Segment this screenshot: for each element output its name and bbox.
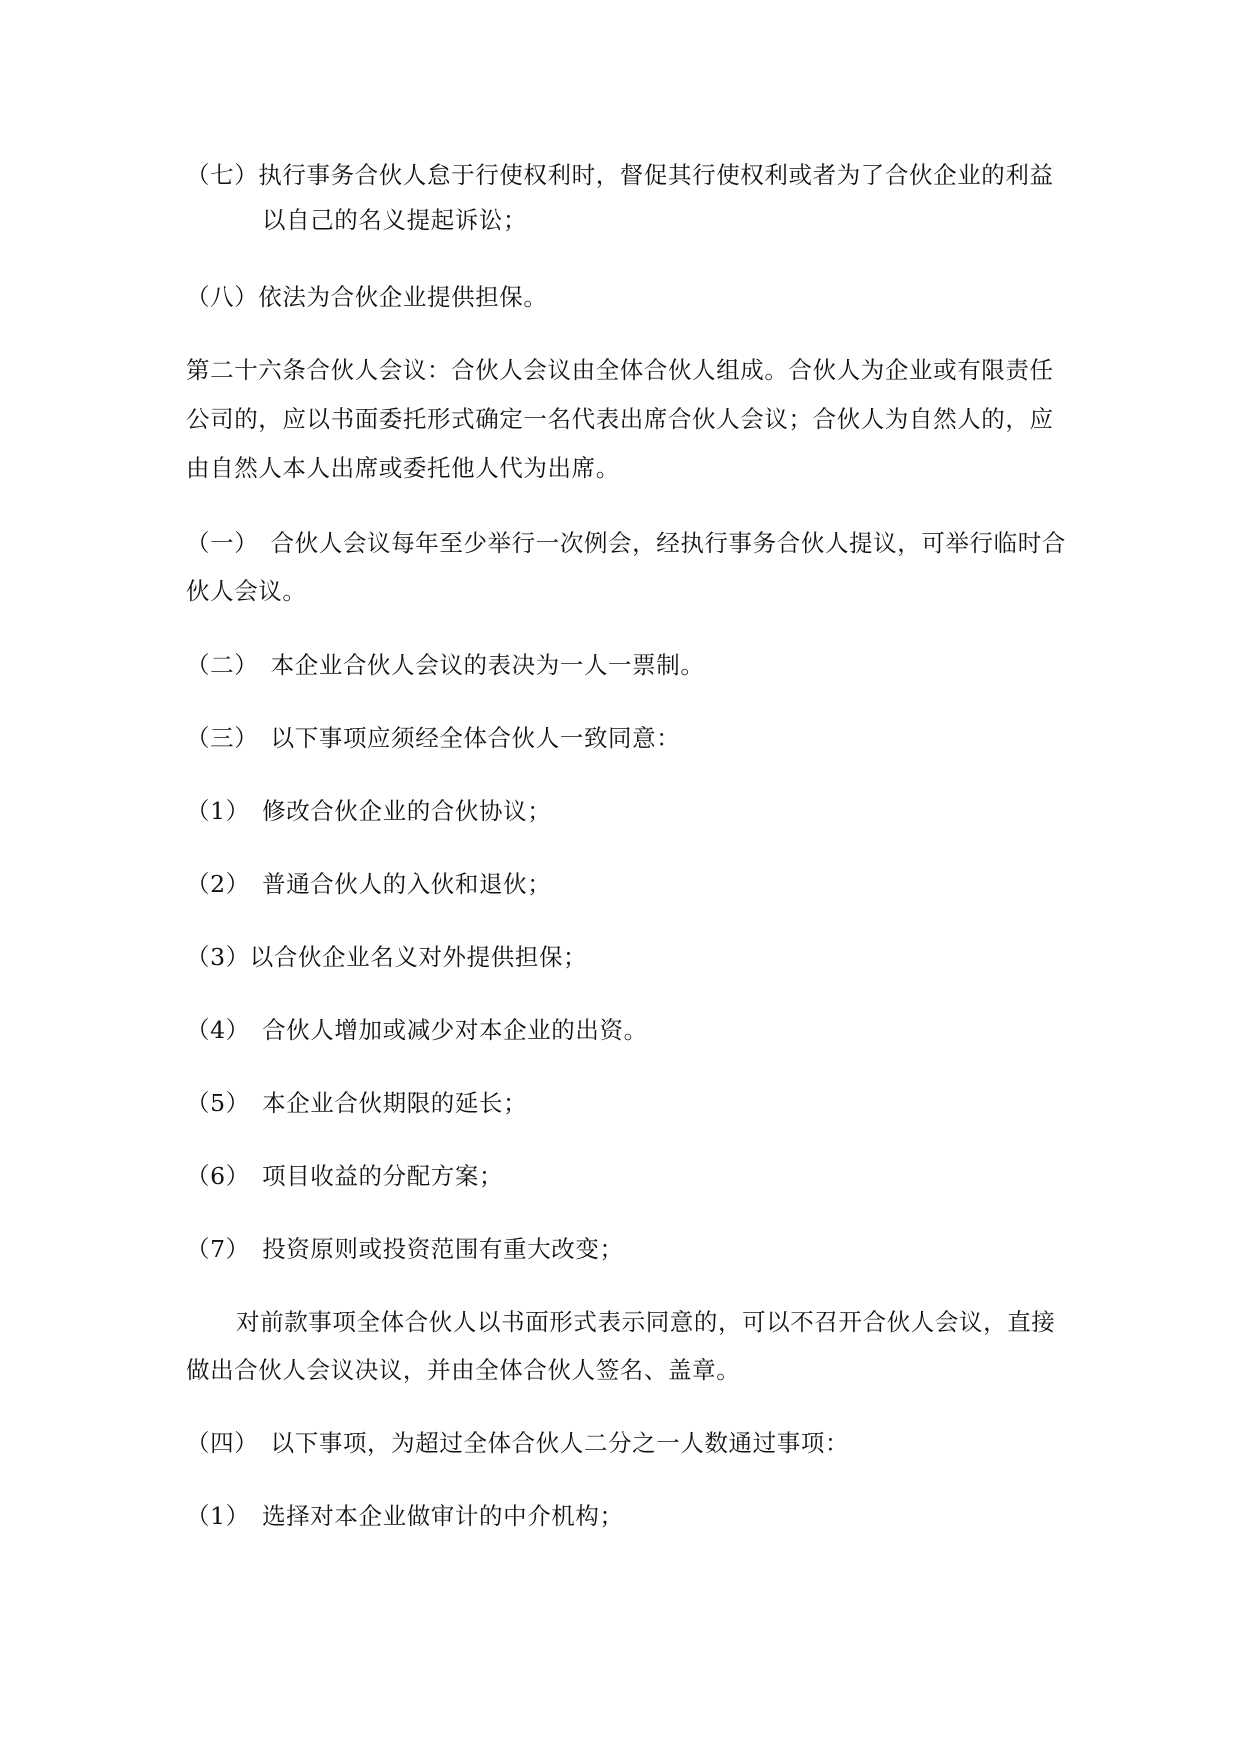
clause-7-line-2: 以自己的名义提起诉讼； (262, 206, 528, 234)
list-item-1: （1） 修改合伙企业的合伙协议； (186, 797, 552, 825)
list-item-6: （6） 项目收益的分配方案； (186, 1162, 504, 1190)
list-item-3: （3）以合伙企业名义对外提供担保； (186, 943, 588, 971)
section-2: （二） 本企业合伙人会议的表决为一人一票制。 (186, 651, 705, 679)
list-item-2: （2） 普通合伙人的入伙和退伙； (186, 870, 552, 898)
section-1-line-2: 伙人会议。 (186, 577, 307, 605)
clause-8: （八）依法为合伙企业提供担保。 (186, 283, 548, 311)
section-1-line-1: （一） 合伙人会议每年至少举行一次例会，经执行事务合伙人提议，可举行临时合 (186, 529, 1066, 557)
clause-7-line-1: （七）执行事务合伙人怠于行使权利时，督促其行使权利或者为了合伙企业的利益 (186, 161, 1054, 189)
list-item-5: （5） 本企业合伙期限的延长； (186, 1089, 528, 1117)
section-3: （三） 以下事项应须经全体合伙人一致同意： (186, 724, 681, 752)
article-26-line-2: 公司的，应以书面委托形式确定一名代表出席合伙人会议；合伙人为自然人的，应 (186, 405, 1054, 433)
article-26-line-1: 第二十六条合伙人会议：合伙人会议由全体合伙人组成。合伙人为企业或有限责任 (186, 356, 1054, 384)
section-4: （四） 以下事项，为超过全体合伙人二分之一人数通过事项： (186, 1429, 850, 1457)
section-4-item-1: （1） 选择对本企业做审计的中介机构； (186, 1502, 624, 1530)
list-item-7: （7） 投资原则或投资范围有重大改变； (186, 1235, 624, 1263)
consent-note-line-1: 对前款事项全体合伙人以书面形式表示同意的，可以不召开合伙人会议，直接 (236, 1308, 1056, 1336)
list-item-4: （4） 合伙人增加或减少对本企业的出资。 (186, 1016, 648, 1044)
article-26-line-3: 由自然人本人出席或委托他人代为出席。 (186, 454, 620, 482)
consent-note-line-2: 做出合伙人会议决议，并由全体合伙人签名、盖章。 (186, 1356, 741, 1384)
